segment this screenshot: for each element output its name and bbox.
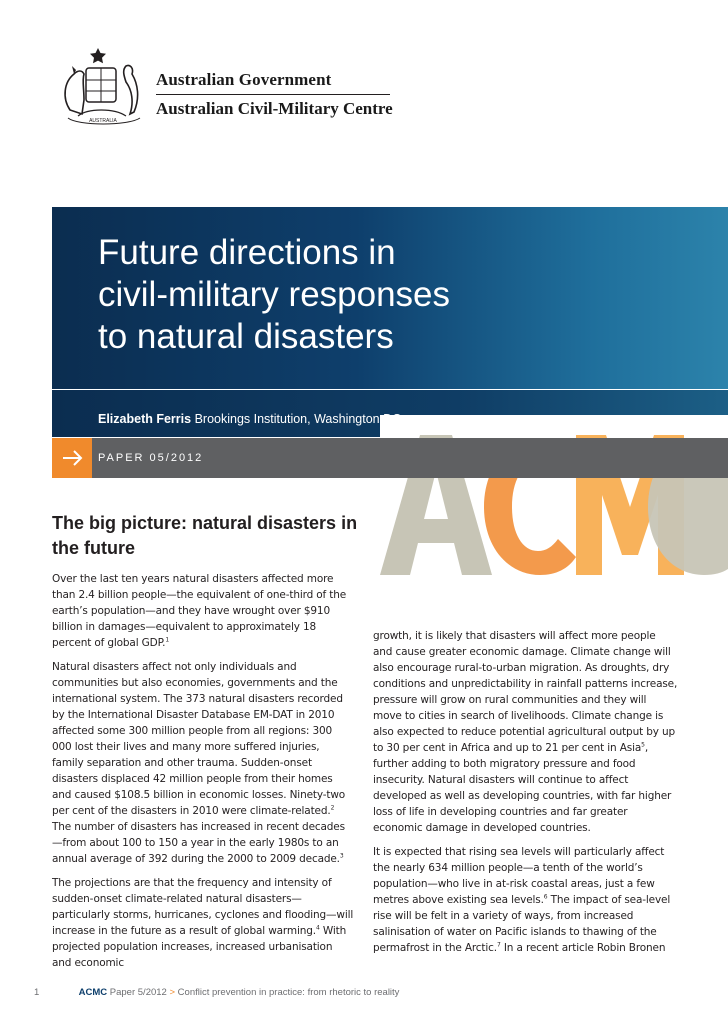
header-divider [156, 94, 390, 95]
author-line [98, 412, 401, 426]
right-column [373, 628, 678, 964]
left-column [52, 571, 354, 979]
title-line: civil-military responses [98, 275, 451, 314]
footer-brand: ACMC [78, 987, 108, 998]
section-heading: The big picture: natural disasters in the future [52, 513, 358, 558]
author-affiliation: Brookings Institution, Washington DC [194, 412, 402, 426]
paragraph: growth, it is likely that disasters will affect more people and cause greater economic damage. Climate change will also encourage rural-to-urban migration. As droughts, dry conditions and unpredictability in rainfall patterns increase, pressure will grow on rural communities and they will move to cities in search of livelihoods. Climate change is also expected to reduce potential agricultural output by up to 30 per cent in Africa and up to 21 per cent in Asia$^5$, further adding to both migratory pressure and food insecurity. Natural disasters will continue to affect developed as well as developing countries, with far higher loss of life in developing countries and far greater economic damage in developed countries. [373, 630, 678, 834]
coat-of-arms-logo [48, 40, 158, 130]
footer-separator: > [169, 987, 176, 998]
page-footer [34, 987, 399, 998]
footer-series-title: Conflict prevention in practice: from rhetoric to reality [177, 987, 400, 998]
centre-name: Australian Civil-Military Centre [156, 99, 393, 118]
title-line: to natural disasters [98, 317, 394, 356]
paragraph: Natural disasters affect not only individuals and communities but also economies, governments and the international system. The 373 natural disasters recorded by the International Disaster Database EM-DAT in 2010 affected some 300 million people from all regions: 300 000 lost their lives and many more suffered injuries, family separation and other trauma. Sudden-onset disasters displaced 42 million people from their homes and caused $108.5 billion in economic losses. Ninety-two per cent of the disasters in 2010 were climate-related.$^2$ The number of disasters has increased in recent decades—from about 100 to 150 a year in the early 1980s to an annual average of 392 during the 2000 to 2009 decade.$^3$ [52, 661, 346, 865]
page-number: 1 [34, 987, 40, 998]
paragraph: It is expected that rising sea levels will particularly affect the nearly 634 million people—a tenth of the world’s population—who live in at-risk coastal areas, just a few metres above existing sea levels.$^6$ The impact of sea-level rise will be felt in a variety of ways, from increased salinisation of water on Pacific islands to thawing of the permafrost in the Arctic.$^7$ In a recent article Robin Bronen [373, 846, 671, 954]
title-line: Future directions in [98, 233, 396, 272]
paragraph: The projections are that the frequency and intensity of sudden-onset climate-related natural disasters—particularly storms, hurricanes, cyclones and flooding—will increase in the future as a result of global warming.$^4$ With projected population increases, increased urbanisation and economic [52, 877, 354, 969]
svg-text:AUSTRALIA: AUSTRALIA [89, 118, 117, 124]
arrow-box [52, 438, 92, 478]
right-arrow-icon [52, 438, 92, 478]
paper-number: PAPER 05/2012 [98, 452, 204, 464]
author-name: Elizabeth Ferris [98, 412, 192, 426]
footer-paper: Paper 5/2012 [109, 987, 167, 998]
australian-coat-of-arms-icon [48, 40, 158, 130]
government-name: Australian Government [156, 70, 332, 89]
paragraph: Over the last ten years natural disasters affected more than 2.4 billion people—the equivalent of one-third of the earth’s population—and they have wrought over $910 billion in damages—equivalent to approximately 18 percent of global GDP.$^1$ [52, 573, 347, 649]
document-title [98, 232, 450, 358]
